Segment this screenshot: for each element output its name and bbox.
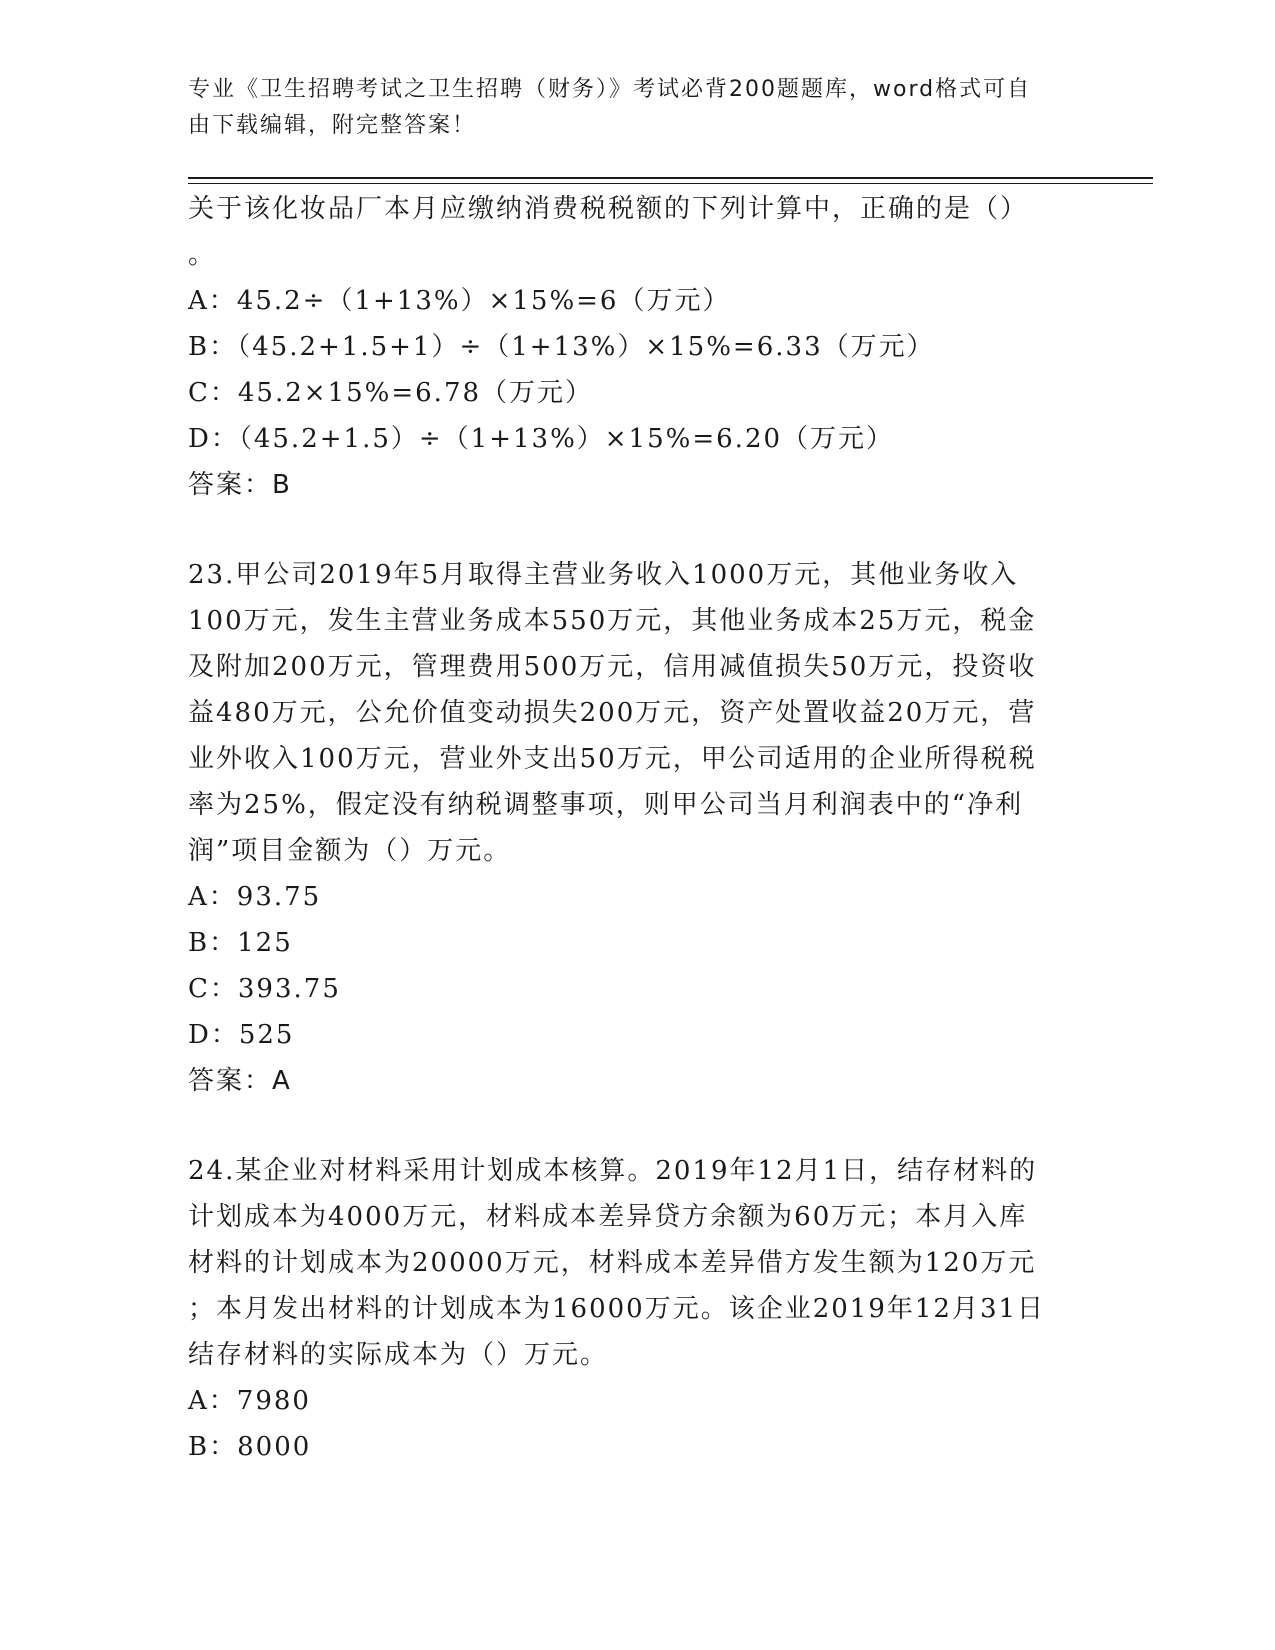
question-stem-line: 24.某企业对材料采用计划成本核算。2019年12月1日，结存材料的: [188, 1156, 1038, 1186]
option-c: C：45.2×15%=6.78（万元）: [188, 378, 594, 408]
spacer: [188, 1104, 1088, 1148]
header-divider-thin: [188, 183, 1153, 184]
option-a: A：93.75: [188, 882, 322, 912]
option-d: D：525: [188, 1020, 295, 1050]
option-a: A：45.2÷（1+13%）×15%=6（万元）: [188, 286, 731, 316]
question-stem-line: 。: [188, 240, 217, 270]
option-d: D：（45.2+1.5）÷（1+13%）×15%=6.20（万元）: [188, 424, 895, 454]
question-24: [188, 1148, 1088, 1470]
question-22: [188, 186, 1088, 508]
question-stem-line: 及附加200万元，管理费用500万元，信用减值损失50万元，投资收: [188, 652, 1037, 682]
question-stem-line: 润”项目金额为（）万元。: [188, 836, 512, 866]
option-b: B：8000: [188, 1432, 312, 1462]
question-stem-line: 益480万元，公允价值变动损失200万元，资产处置收益20万元，营: [188, 698, 1037, 728]
answer-line: 答案：B: [188, 470, 292, 500]
header-divider-thick: [188, 177, 1153, 179]
document-content: [188, 186, 1088, 1470]
question-stem-line: 材料的计划成本为20000万元，材料成本差异借方发生额为120万元: [188, 1248, 1037, 1278]
option-a: A：7980: [188, 1386, 311, 1416]
question-stem-line: 100万元，发生主营业务成本550万元，其他业务成本25万元，税金: [188, 606, 1037, 636]
header-line-1: 专业《卫生招聘考试之卫生招聘（财务）》考试必背200题题库，word格式可自: [188, 77, 1032, 102]
answer-line: 答案：A: [188, 1066, 292, 1096]
question-stem-line: ；本月发出材料的计划成本为16000万元。该企业2019年12月31日: [188, 1294, 1046, 1324]
question-23: [188, 552, 1088, 1104]
document-header: [188, 72, 1068, 144]
question-stem-line: 23.甲公司2019年5月取得主营业务收入1000万元，其他业务收入: [188, 560, 1019, 590]
spacer: [188, 508, 1088, 552]
option-b: B：125: [188, 928, 293, 958]
question-stem-line: 业外收入100万元，营业外支出50万元，甲公司适用的企业所得税税: [188, 744, 1037, 774]
option-c: C：393.75: [188, 974, 341, 1004]
header-line-2: 由下载编辑，附完整答案！: [188, 113, 477, 138]
option-b: B：（45.2+1.5+1）÷（1+13%）×15%=6.33（万元）: [188, 332, 935, 362]
question-stem-line: 关于该化妆品厂本月应缴纳消费税税额的下列计算中，正确的是（）: [188, 194, 1029, 224]
question-stem-line: 结存材料的实际成本为（）万元。: [188, 1340, 609, 1370]
question-stem-line: 率为25%，假定没有纳税调整事项，则甲公司当月利润表中的“净利: [188, 790, 1024, 820]
question-stem-line: 计划成本为4000万元，材料成本差异贷方余额为60万元；本月入库: [188, 1202, 1028, 1232]
